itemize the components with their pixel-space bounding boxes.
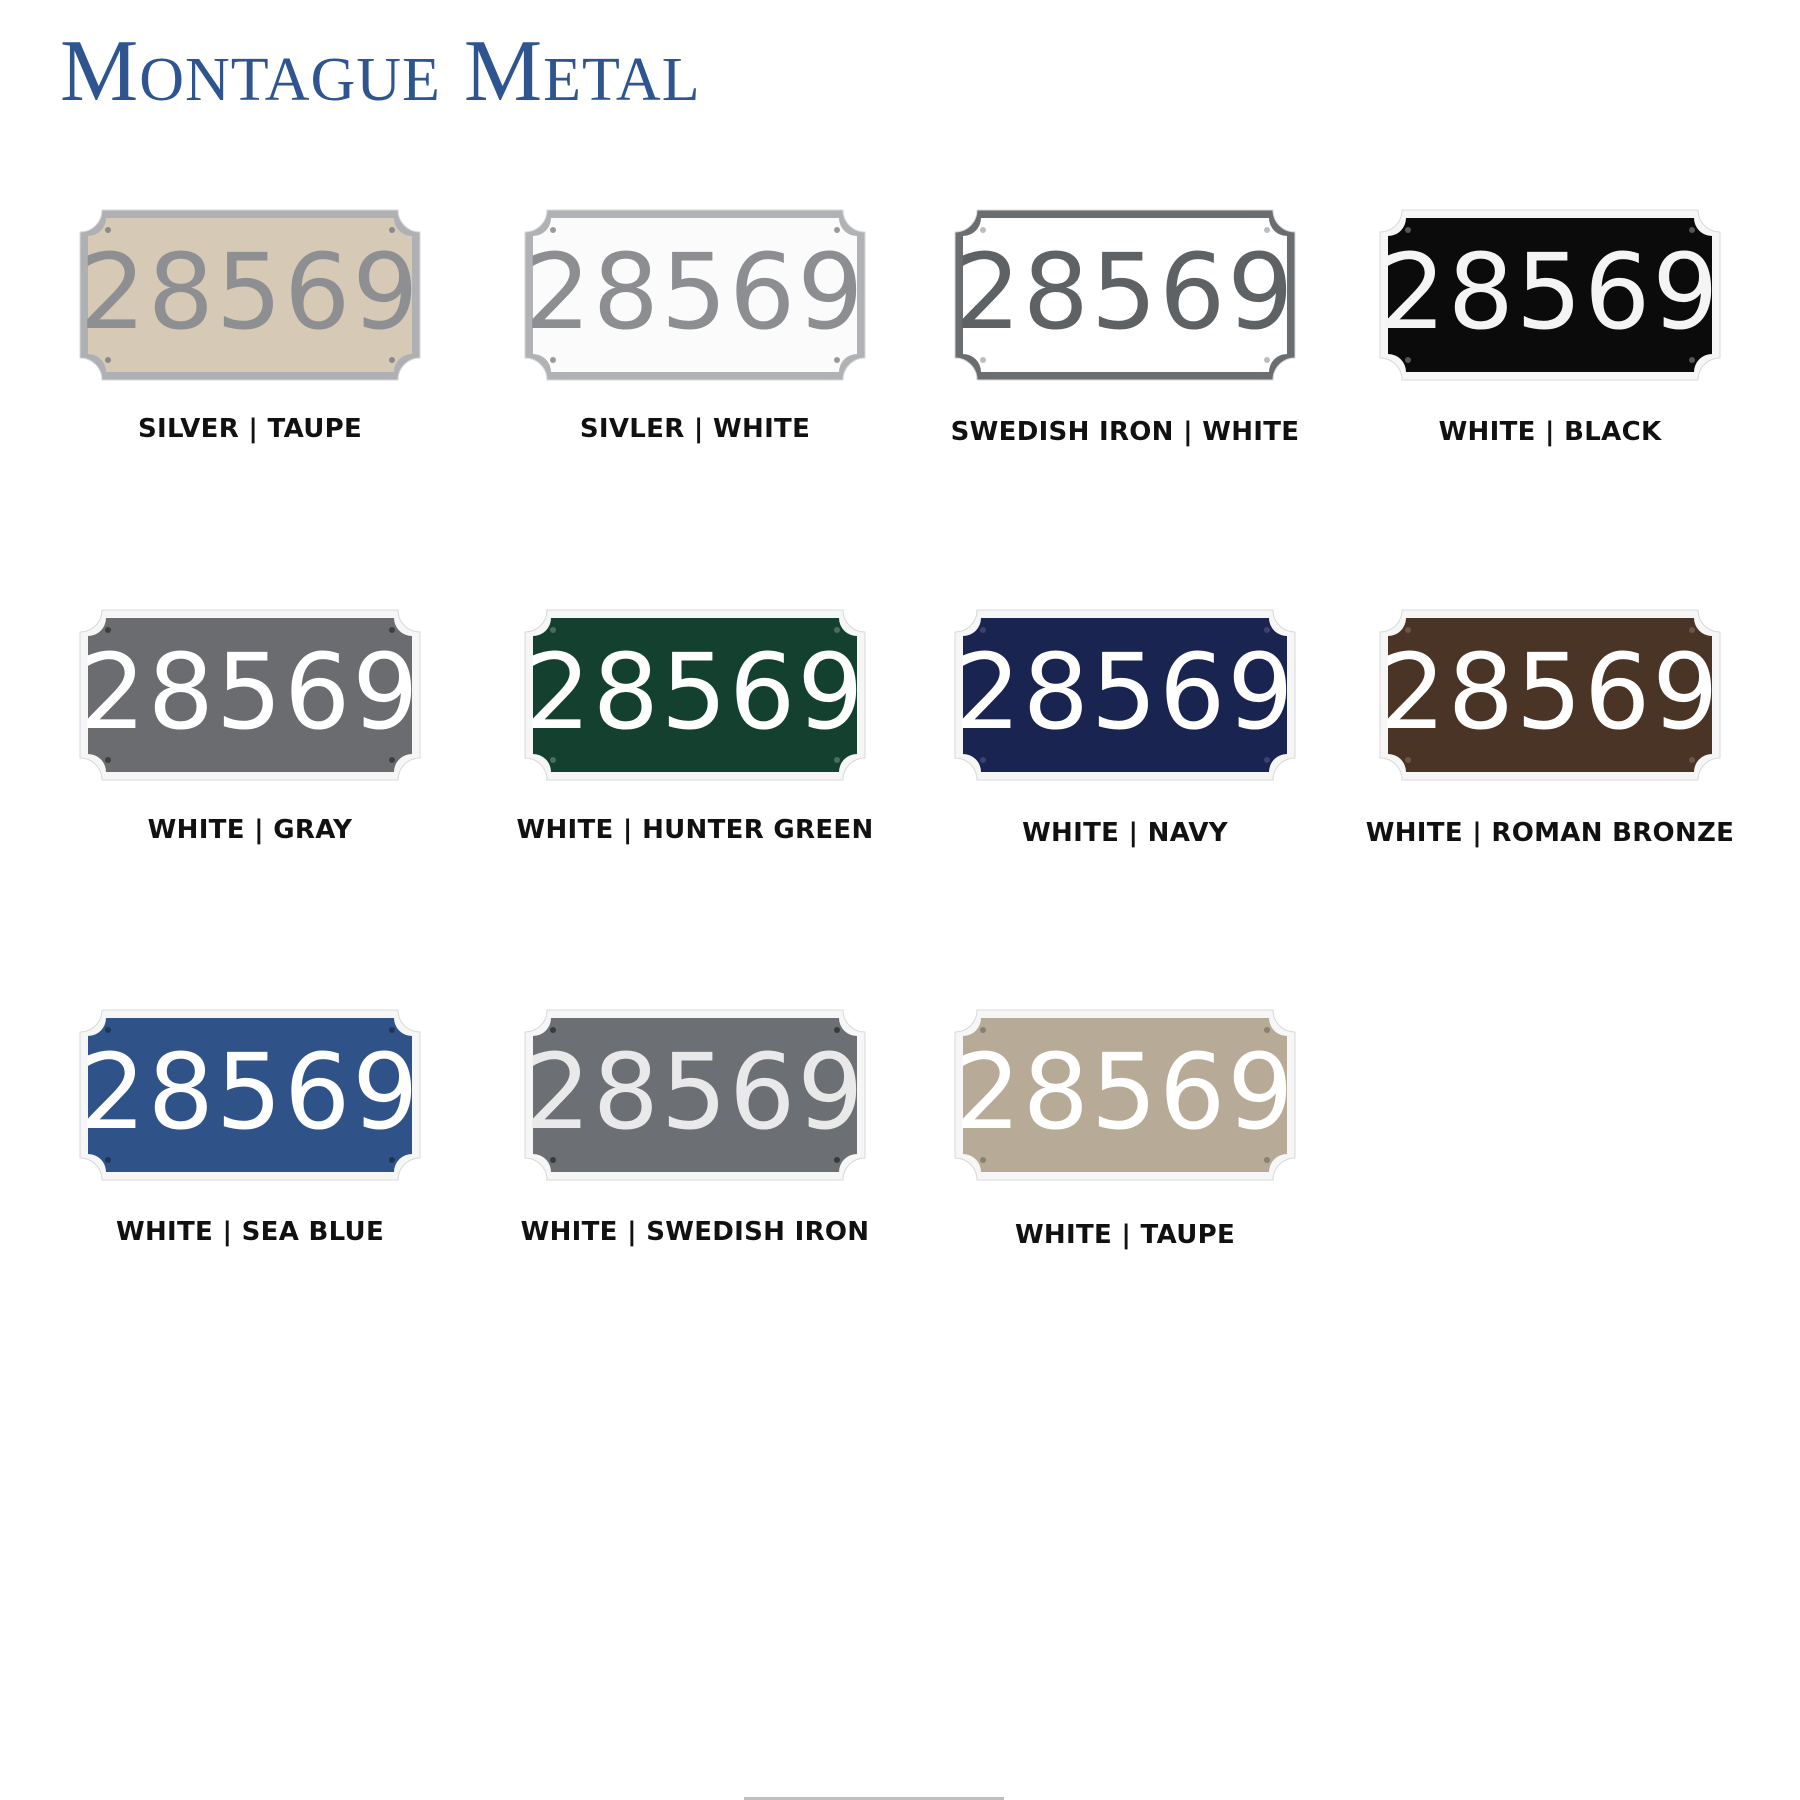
- swatch-item[interactable]: [50, 600, 450, 900]
- swatch-item[interactable]: [1350, 600, 1750, 900]
- swatch-item[interactable]: [925, 200, 1325, 500]
- plaque-image: [495, 1000, 895, 1200]
- swatch-label: WHITE | SEA BLUE: [116, 1217, 384, 1247]
- plaque-image: [925, 200, 1325, 400]
- plaque-number: 28569: [79, 631, 421, 753]
- plaque-image: [1350, 200, 1750, 400]
- plaque-image: [925, 1000, 1325, 1200]
- plaque-number: 28569: [79, 231, 421, 353]
- swatch-label: WHITE | TAUPE: [1014, 1220, 1236, 1250]
- swatch-label: SIVLER | WHITE: [579, 414, 811, 444]
- screw-icon: [389, 1157, 395, 1163]
- plaque-number: 28569: [524, 231, 866, 353]
- swatch-item[interactable]: [495, 600, 895, 900]
- screw-icon: [980, 357, 986, 363]
- swatch-label: WHITE | BLACK: [1438, 417, 1662, 447]
- screw-icon: [1405, 757, 1411, 763]
- brand-logo: Montague Metal: [60, 23, 701, 120]
- screw-icon: [550, 1157, 556, 1163]
- swatch-item[interactable]: [50, 1000, 450, 1300]
- plaque-image: [925, 600, 1325, 800]
- swatch-item[interactable]: [495, 200, 895, 500]
- swatch-item[interactable]: [925, 600, 1325, 900]
- screw-icon: [1689, 357, 1695, 363]
- swatch-item[interactable]: [1350, 200, 1750, 500]
- swatch-item[interactable]: [50, 200, 450, 500]
- plaque-number: 28569: [954, 631, 1296, 753]
- swatch-label: SILVER | TAUPE: [137, 414, 363, 444]
- screw-icon: [1264, 357, 1270, 363]
- screw-icon: [105, 757, 111, 763]
- screw-icon: [389, 357, 395, 363]
- screw-icon: [980, 1157, 986, 1163]
- plaque-image: [1350, 600, 1750, 800]
- plaque-number: 28569: [1379, 231, 1721, 353]
- plaque-number: 28569: [79, 1031, 421, 1153]
- screw-icon: [1264, 1157, 1270, 1163]
- screw-icon: [834, 757, 840, 763]
- screw-icon: [834, 357, 840, 363]
- screw-icon: [389, 757, 395, 763]
- screw-icon: [105, 357, 111, 363]
- screw-icon: [834, 1157, 840, 1163]
- plaque-number: 28569: [524, 631, 866, 753]
- screw-icon: [105, 1157, 111, 1163]
- swatch-item[interactable]: [925, 1000, 1325, 1300]
- plaque-image: [50, 600, 450, 800]
- swatch-label: WHITE | SWEDISH IRON: [520, 1217, 870, 1247]
- screw-icon: [1405, 357, 1411, 363]
- swatch-label: WHITE | ROMAN BRONZE: [1365, 818, 1735, 848]
- screw-icon: [980, 757, 986, 763]
- screw-icon: [1689, 757, 1695, 763]
- plaque-number: 28569: [954, 231, 1296, 353]
- swatch-label: SWEDISH IRON | WHITE: [950, 417, 1300, 447]
- screw-icon: [550, 757, 556, 763]
- plaque-image: [50, 1000, 450, 1200]
- plaque-number: 28569: [1379, 631, 1721, 753]
- screw-icon: [1264, 757, 1270, 763]
- plaque-number: 28569: [524, 1031, 866, 1153]
- plaque-image: [495, 600, 895, 800]
- plaque-image: [50, 200, 450, 400]
- plaque-image: [495, 200, 895, 400]
- swatch-label: WHITE | NAVY: [1022, 818, 1228, 848]
- swatch-label: WHITE | HUNTER GREEN: [516, 815, 874, 845]
- swatch-item[interactable]: [495, 1000, 895, 1300]
- plaque-number: 28569: [954, 1031, 1296, 1153]
- swatch-label: WHITE | GRAY: [147, 815, 353, 845]
- screw-icon: [550, 357, 556, 363]
